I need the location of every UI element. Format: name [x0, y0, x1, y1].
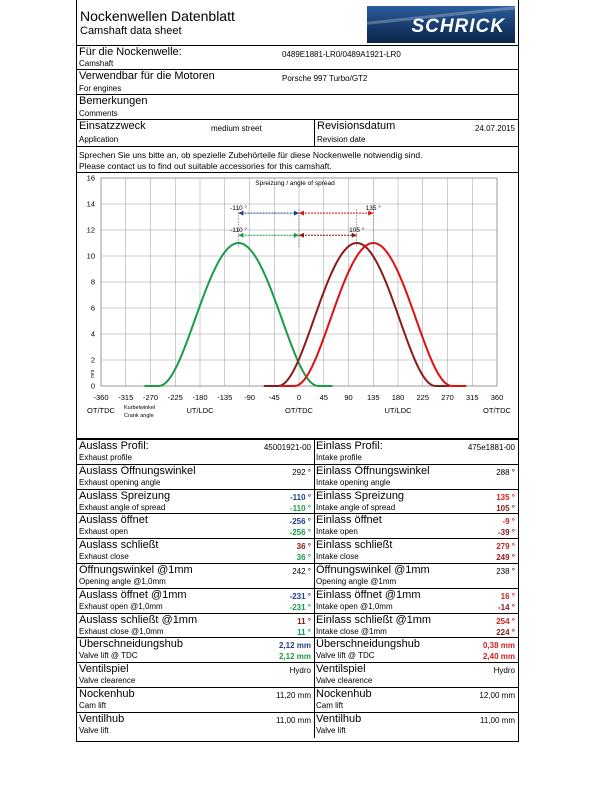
spec-value: 45001921-00 — [263, 443, 311, 452]
column-divider — [314, 490, 315, 515]
exhaust-spec-cell — [77, 440, 314, 464]
intake-spec-cell — [314, 514, 518, 538]
x-tick-label: 360 — [490, 393, 504, 402]
spec-sublabel: Intake angle of spread — [316, 502, 396, 512]
spec-label: Ventilspiel — [316, 663, 366, 676]
spec-value: -9 ° — [502, 517, 515, 527]
exhaust-spec-cell — [77, 465, 314, 489]
spec-label: Auslass schließt — [79, 539, 159, 552]
spec-sublabel: Valve clearence — [316, 676, 373, 686]
spec-value-alt: -110 ° — [290, 503, 311, 513]
column-divider — [314, 440, 315, 465]
spec-value: 475e1881-00 — [467, 443, 515, 452]
y-tick-label: 12 — [86, 225, 95, 235]
y-tick-label: 6 — [90, 303, 95, 313]
spec-label: Auslass öffnet @1mm — [79, 588, 187, 601]
chart-curves — [144, 243, 466, 386]
spec-value: 135 ° — [496, 492, 515, 502]
x-marker-label: UT/LDC — [384, 406, 412, 415]
crank-angle-label-en: Crank angle — [124, 413, 154, 419]
x-tick-label: 270 — [441, 393, 454, 402]
spec-value: 11,00 mm — [480, 715, 515, 725]
x-tick-label: 315 — [465, 393, 479, 402]
spec-value-alt: 224 ° — [496, 627, 515, 637]
spec-sublabel: Valve clearence — [79, 676, 136, 686]
exhaust-spec-cell — [77, 614, 314, 638]
crank-angle-label: Kurbelwinkel — [124, 405, 156, 411]
spread-label: 105 ° — [349, 227, 365, 235]
spec-value-alt: 105 ° — [496, 503, 515, 513]
spec-sublabel: Exhaust open — [79, 527, 128, 537]
spec-label: Einlass Spreizung — [316, 489, 405, 502]
x-tick-label: -135 — [217, 393, 233, 402]
camshaft-sub: Camshaft — [79, 59, 114, 68]
y-tick-label: 8 — [90, 277, 95, 287]
column-divider — [314, 514, 315, 539]
y-tick-label: 16 — [86, 173, 95, 183]
arrow-head — [299, 211, 304, 216]
intake-spec-cell — [314, 688, 518, 712]
x-tick-label: -315 — [118, 393, 134, 402]
spec-value: Hydro — [289, 666, 311, 676]
exhaust-spec-cell — [77, 539, 314, 563]
x-marker-label: OT/TDC — [87, 406, 115, 415]
spec-label: Öffnungswinkel @1mm — [316, 564, 430, 576]
spec-value: 238 ° — [496, 567, 515, 576]
spec-sublabel: Cam lift — [79, 701, 107, 710]
revision-sub: Revision date — [317, 135, 366, 144]
x-marker-label: OT/TDC — [285, 406, 313, 415]
camshaft-value: 0489E1881-LR0/0489A1921-LR0 — [282, 50, 401, 59]
spec-label: Einlass schließt — [316, 539, 393, 552]
column-divider — [314, 638, 315, 663]
spec-value-alt: 249 ° — [496, 553, 515, 563]
spec-value-alt: -39 ° — [498, 528, 515, 538]
spec-value: 288 ° — [496, 467, 515, 477]
application-label: Einsatzzweck — [79, 120, 146, 132]
y-tick-label: 2 — [90, 355, 95, 365]
remarks-sub: Comments — [79, 109, 118, 118]
spec-label: Nockenhub — [79, 688, 135, 700]
spec-value: 242 ° — [292, 567, 311, 576]
spec-sublabel: Exhaust open @1,0mm — [79, 601, 163, 611]
datasheet — [76, 0, 519, 742]
intake-spec-cell — [314, 614, 518, 638]
spec-value: 279 ° — [496, 542, 515, 552]
spec-value-alt: -14 ° — [498, 602, 515, 612]
intake-spec-cell — [314, 490, 518, 514]
spec-sublabel: Exhaust angle of spread — [79, 502, 166, 512]
spec-label: Auslass schließt @1mm — [79, 613, 198, 626]
spec-value: -110 ° — [290, 492, 311, 502]
chart-title: Spreizung / angle of spread — [255, 180, 335, 187]
spec-value: 16 ° — [500, 591, 515, 601]
intake-spec-cell — [314, 713, 518, 737]
x-marker-label: UT/LDC — [186, 406, 214, 415]
y-tick-label: 4 — [90, 329, 95, 339]
spec-label: Ventilhub — [79, 712, 125, 725]
lift-curve — [264, 243, 450, 386]
spec-label: Ventilhub — [316, 712, 362, 725]
spec-value-alt: 11 ° — [297, 627, 311, 637]
spec-sublabel: Intake open @1,0mm — [316, 601, 393, 611]
x-tick-label: 180 — [391, 393, 405, 402]
x-marker-label: OT/TDC — [483, 406, 511, 415]
exhaust-spec-cell — [77, 589, 314, 613]
y-tick-label: 14 — [86, 199, 95, 209]
spec-sublabel: Opening angle @1mm — [316, 577, 397, 586]
spec-label: Nockenhub — [316, 688, 372, 700]
intake-spec-cell — [314, 638, 518, 662]
spec-value: 12,00 mm — [479, 691, 515, 700]
revision-label: Revisionsdatum — [317, 120, 396, 132]
spec-value-alt: -231 ° — [289, 602, 311, 612]
spec-label: Öffnungswinkel @1mm — [79, 564, 193, 576]
column-divider — [314, 713, 315, 738]
spec-label: Einlass öffnet @1mm — [316, 588, 421, 601]
spec-label: Einlass öffnet — [316, 514, 382, 527]
x-tick-label: 90 — [344, 393, 353, 402]
spec-sublabel: Valve lift — [79, 725, 109, 735]
revision-value: 24.07.2015 — [474, 124, 515, 133]
engines-sub: For engines — [79, 84, 122, 93]
spec-label: Überschneidungshub — [79, 638, 183, 651]
note-german: Sprechen Sie uns bitte an, ob spezielle Zubehörteile für diese Nockenwelle notwendig sind. — [79, 150, 423, 160]
intake-spec-cell — [314, 440, 518, 464]
column-divider — [314, 539, 315, 564]
spread-label: -110 ° — [230, 227, 247, 235]
spread-label: 135 ° — [365, 205, 381, 213]
x-tick-label: 135 — [366, 393, 380, 402]
spec-sublabel: Valve lift @ TDC — [79, 651, 138, 661]
engines-label: Verwendbar für die Motoren — [79, 70, 215, 82]
spec-sublabel: Exhaust opening angle — [79, 477, 161, 487]
exhaust-spec-cell — [77, 564, 314, 588]
column-divider — [314, 663, 315, 688]
intake-spec-cell — [314, 539, 518, 563]
exhaust-spec-cell — [77, 688, 314, 712]
spec-sublabel: Valve lift — [316, 725, 346, 735]
x-tick-label: -225 — [167, 393, 183, 402]
spec-value: 36 ° — [296, 542, 311, 552]
spec-label: Auslass öffnet — [79, 514, 148, 527]
spec-value: -231 ° — [289, 591, 311, 601]
exhaust-spec-cell — [77, 638, 314, 662]
chart-annotations — [230, 204, 381, 248]
x-tick-label: -90 — [244, 393, 255, 402]
spec-value-alt: 2,40 mm — [482, 652, 515, 662]
x-tick-label: -180 — [192, 393, 208, 402]
exhaust-spec-cell — [77, 713, 314, 737]
engines-value: Porsche 997 Turbo/GT2 — [282, 74, 368, 83]
remarks-label: Bemerkungen — [79, 95, 148, 107]
column-divider — [314, 564, 315, 589]
spec-label: Einlass Öffnungswinkel — [316, 464, 430, 477]
spec-sublabel: Exhaust close @1,0mm — [79, 626, 164, 636]
spec-label: Ventilspiel — [79, 663, 129, 676]
arrow-head — [294, 233, 299, 238]
column-divider — [314, 465, 315, 490]
valve-lift-chart — [77, 172, 518, 439]
spec-sublabel: Intake close — [316, 552, 359, 562]
y-tick-label: 10 — [86, 251, 95, 261]
spec-value: Hydro — [493, 666, 515, 676]
exhaust-spec-cell — [77, 490, 314, 514]
camshaft-label: Für die Nockenwelle: — [79, 46, 182, 58]
spec-value: 0,38 mm — [482, 641, 515, 651]
logo-text: SCHRICK — [411, 16, 505, 37]
spec-label: Auslass Profil: — [79, 440, 149, 452]
intake-spec-cell — [314, 564, 518, 588]
spec-sublabel: Intake close @1mm — [316, 626, 387, 636]
y-axis-label: mm — [90, 369, 96, 378]
spec-sublabel: Intake profile — [316, 453, 362, 462]
column-divider — [314, 614, 315, 639]
x-tick-label: 225 — [416, 393, 430, 402]
exhaust-spec-cell — [77, 514, 314, 538]
lift-curve — [144, 243, 332, 386]
spec-sublabel: Exhaust close — [79, 552, 129, 562]
spec-sublabel: Intake opening angle — [316, 477, 391, 487]
y-tick-label: 0 — [90, 381, 95, 391]
note-english: Please contact us to find out suitable accessories for this camshaft. — [79, 161, 332, 171]
spec-sublabel: Exhaust profile — [79, 453, 132, 462]
x-tick-label: -360 — [93, 393, 109, 402]
spec-value: 292 ° — [292, 467, 311, 477]
spec-value: -256 ° — [289, 517, 311, 527]
spec-sublabel: Valve lift @ TDC — [316, 651, 375, 661]
column-divider — [314, 589, 315, 614]
x-tick-label: -270 — [142, 393, 159, 402]
x-tick-label: 45 — [319, 393, 328, 402]
intake-spec-cell — [314, 465, 518, 489]
page-subtitle: Camshaft data sheet — [80, 25, 182, 37]
spec-value: 11,00 mm — [276, 715, 311, 725]
spec-value-alt: 2,12 mm — [278, 652, 311, 662]
spec-value: 11 ° — [297, 616, 311, 626]
spec-value: 2,12 mm — [278, 641, 311, 651]
intake-spec-cell — [314, 663, 518, 687]
spec-label: Einlass schließt @1mm — [316, 613, 432, 626]
spec-value-alt: 36 ° — [296, 553, 311, 563]
spec-label: Auslass Öffnungswinkel — [79, 464, 196, 477]
exhaust-spec-cell — [77, 663, 314, 687]
application-sub: Application — [79, 135, 119, 144]
spec-value: 254 ° — [496, 616, 515, 626]
arrow-head — [294, 211, 299, 216]
arrow-head — [299, 233, 304, 238]
spec-sublabel: Opening angle @1,0mm — [79, 577, 166, 586]
intake-spec-cell — [314, 589, 518, 613]
x-tick-label: -45 — [268, 393, 280, 402]
spec-label: Überschneidungshub — [316, 638, 420, 651]
spec-value: 11,20 mm — [276, 691, 311, 700]
application-value: medium street — [211, 124, 262, 133]
spread-label: -110 ° — [230, 205, 247, 213]
spec-value-alt: -256 ° — [289, 528, 311, 538]
spec-label: Auslass Spreizung — [79, 489, 171, 502]
spec-sublabel: Cam lift — [316, 701, 344, 710]
spec-label: Einlass Profil: — [316, 440, 383, 452]
spec-sublabel: Intake open — [316, 527, 358, 537]
column-divider — [314, 688, 315, 713]
x-tick-label: 0 — [296, 393, 302, 402]
page-title: Nockenwellen Datenblatt — [80, 8, 235, 24]
